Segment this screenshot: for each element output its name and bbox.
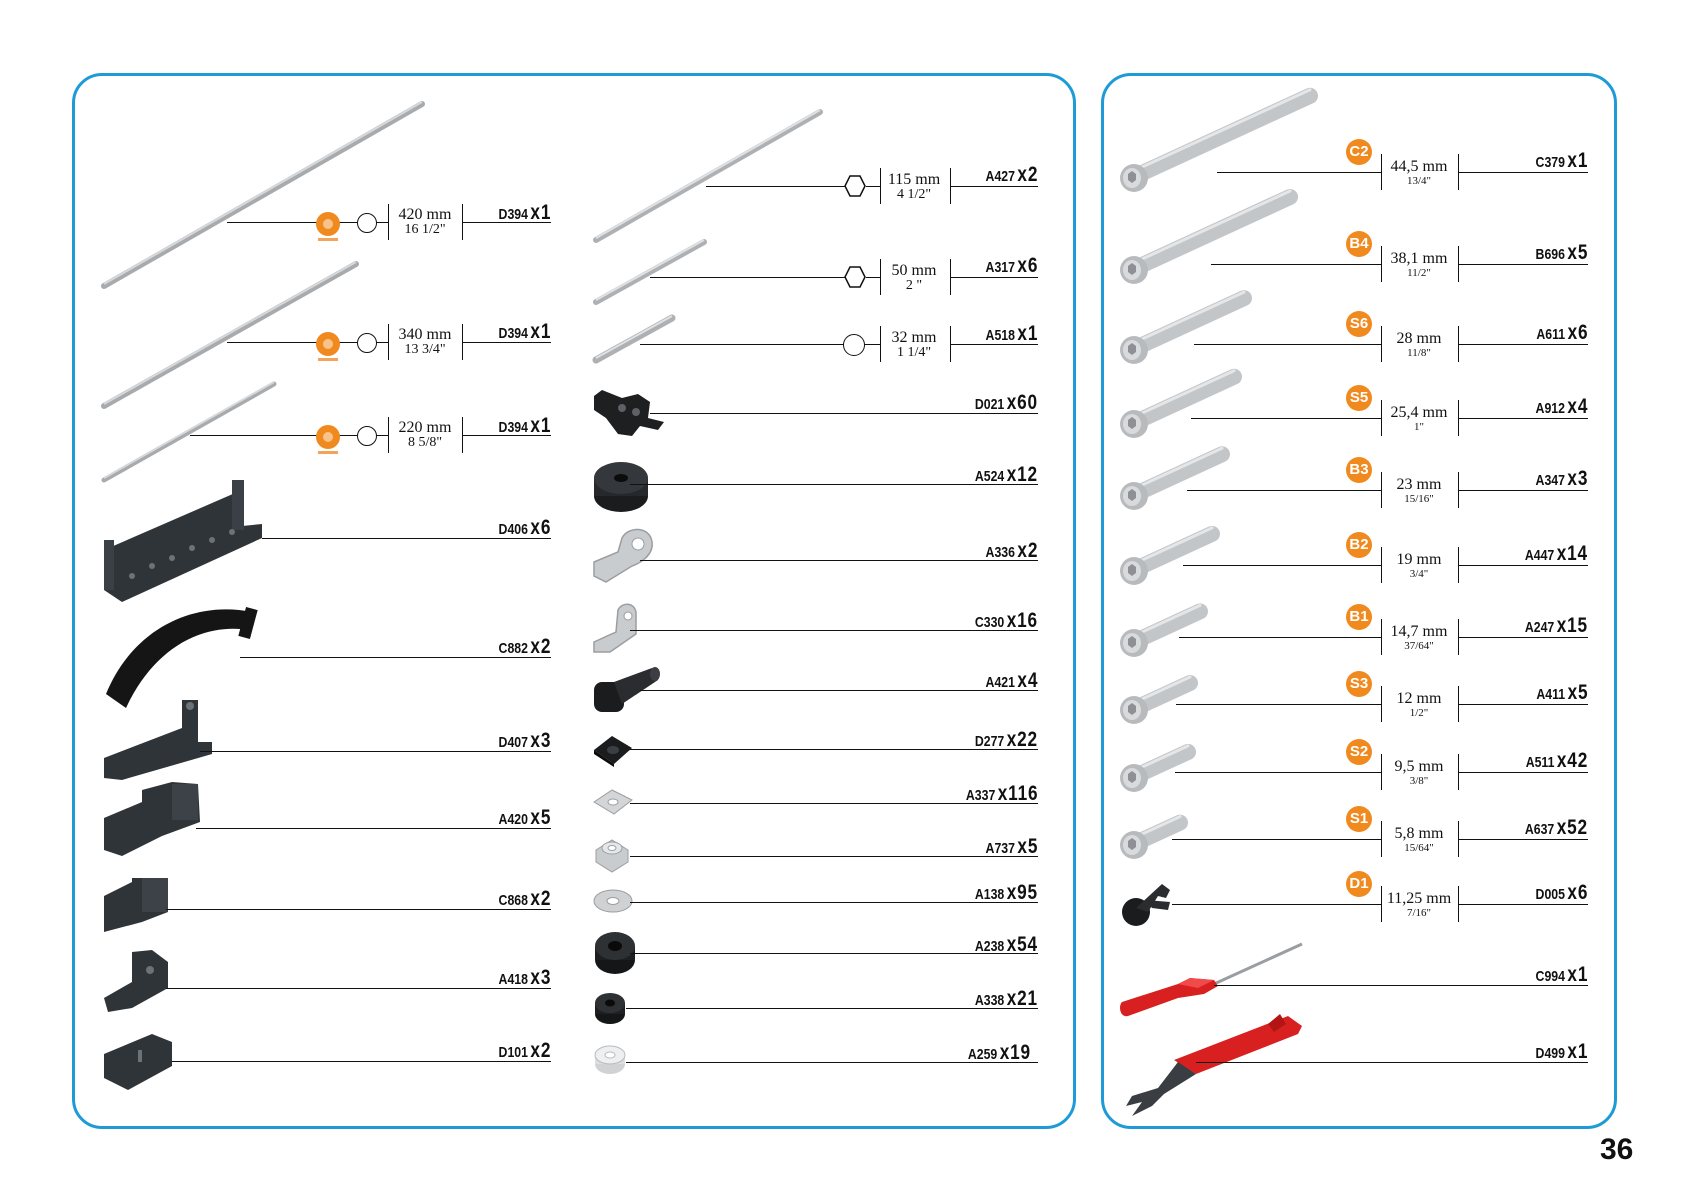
- screw-size-badge: S6: [1346, 311, 1372, 337]
- part-code: C994 x1: [1535, 963, 1588, 986]
- screw-size-badge: B1: [1346, 604, 1372, 630]
- part-code: A737 x5: [985, 835, 1038, 858]
- sizing-icon: [312, 421, 344, 457]
- washer-image: [592, 888, 634, 914]
- part-code: D394 x1: [498, 414, 551, 437]
- part-code: A511 x42: [1525, 749, 1588, 772]
- rod-end-icon: [357, 333, 377, 353]
- screw-size-badge: S3: [1346, 671, 1372, 697]
- curved-strip-image: [102, 600, 262, 712]
- axle-measurement: 32 mm 1 1/4": [891, 329, 937, 360]
- part-code: C379 x1: [1535, 149, 1588, 172]
- axle-image: [592, 314, 678, 366]
- screw-measurement: 9,5 mm 3/8": [1394, 758, 1444, 787]
- screwdriver-image: [1118, 940, 1308, 1020]
- part-code: A336 x2: [985, 539, 1038, 562]
- arm-bracket-image: [102, 698, 214, 782]
- part-code: D277 x22: [974, 728, 1038, 751]
- part-code: D407 x3: [498, 729, 551, 752]
- part-code: D394 x1: [498, 320, 551, 343]
- perforated-bracket-image: [102, 480, 264, 606]
- rod-image: [100, 380, 280, 486]
- screw-measurement: 44,5 mm 13/4": [1390, 158, 1448, 187]
- axle-end-icon: [843, 334, 865, 356]
- part-code: A912 x4: [1535, 395, 1588, 418]
- part-code: D021 x60: [974, 391, 1038, 414]
- screw-image: [1118, 732, 1206, 802]
- rod-end-icon: [357, 426, 377, 446]
- screw-size-badge: B4: [1346, 231, 1372, 257]
- screw-image: [1118, 450, 1240, 520]
- axle-measurement: 115 mm 4 1/2": [887, 171, 941, 202]
- sizing-icon: [312, 208, 344, 244]
- screw-measurement: 5,8 mm 15/64": [1394, 825, 1444, 854]
- axle-measurement: 50 mm 2 ": [891, 262, 937, 293]
- screw-measurement: 19 mm 3/4": [1396, 551, 1442, 580]
- wrench-tool-image: [1118, 1010, 1304, 1118]
- part-code: A338 x21: [974, 987, 1038, 1010]
- part-code: C868 x2: [498, 887, 551, 910]
- screw-measurement: 12 mm 1/2": [1396, 690, 1442, 719]
- axle-image: [592, 108, 828, 246]
- part-code: A138 x95: [974, 881, 1038, 904]
- part-code: D394 x1: [498, 201, 551, 224]
- channel-plate-image: [102, 1032, 174, 1094]
- screw-measurement: 23 mm 15/16": [1396, 476, 1442, 505]
- push-rivet-image: [1118, 878, 1174, 934]
- rod-measurement: 420 mm 16 1/2": [398, 206, 452, 237]
- screw-image: [1118, 597, 1218, 667]
- screw-size-badge: B3: [1346, 457, 1372, 483]
- part-code: A247 x15: [1524, 614, 1588, 637]
- connector-clip-image: [592, 388, 668, 440]
- hex-end-icon: [844, 175, 866, 197]
- part-code: A259 x19: [967, 1041, 1031, 1064]
- screw-size-badge: S2: [1346, 739, 1372, 765]
- screw-size-badge: S1: [1346, 806, 1372, 832]
- screw-image: [1118, 378, 1252, 448]
- block-image: [102, 876, 170, 934]
- sizing-icon: [312, 328, 344, 364]
- part-code: C330 x16: [974, 609, 1038, 632]
- screw-image: [1118, 799, 1198, 869]
- part-code: A427 x2: [985, 163, 1038, 186]
- angle-bracket-image: [102, 948, 172, 1014]
- part-code: A637 x52: [1524, 816, 1588, 839]
- part-code: D101 x2: [498, 1039, 551, 1062]
- small-spacer-image: [592, 990, 628, 1026]
- part-code: A238 x54: [974, 933, 1038, 956]
- part-code: A447 x14: [1524, 542, 1588, 565]
- screw-size-badge: D1: [1346, 871, 1372, 897]
- part-code: A317 x6: [985, 254, 1038, 277]
- part-code: D406 x6: [498, 516, 551, 539]
- screw-size-badge: B2: [1346, 532, 1372, 558]
- part-code: A418 x3: [498, 966, 551, 989]
- screw-image: [1118, 304, 1262, 374]
- double-block-image: [102, 780, 204, 860]
- part-code: C882 x2: [498, 635, 551, 658]
- flat-bracket-image: [592, 526, 656, 586]
- part-code: A420 x5: [498, 806, 551, 829]
- screw-image: [1118, 664, 1208, 734]
- part-code: A421 x4: [985, 669, 1038, 692]
- part-code: A411 x5: [1536, 681, 1588, 704]
- screw-measurement: 28 mm 11/8": [1396, 330, 1442, 359]
- part-code: A337 x116: [965, 782, 1038, 805]
- screw-size-badge: S5: [1346, 385, 1372, 411]
- screw-image: [1118, 224, 1308, 294]
- rod-measurement: 340 mm 13 3/4": [398, 326, 452, 357]
- screw-image: [1118, 132, 1328, 202]
- part-code: D005 x6: [1535, 881, 1588, 904]
- screw-measurement: 11,25 mm 7/16": [1386, 890, 1452, 919]
- part-code: A611 x6: [1536, 321, 1588, 344]
- screw-measurement: 38,1 mm 11/2": [1390, 250, 1448, 279]
- axle-image: [592, 238, 712, 308]
- square-nut-black-image: [592, 734, 634, 768]
- page-number: 36: [1600, 1133, 1634, 1166]
- lock-nut-image: [592, 834, 632, 874]
- screw-measurement: 14,7 mm 37/64": [1390, 623, 1448, 652]
- hex-end-icon: [844, 266, 866, 288]
- square-nut-image: [592, 788, 634, 818]
- pulley-wheel-image: [592, 458, 650, 516]
- part-code: D499 x1: [1535, 1040, 1588, 1063]
- screw-image: [1118, 525, 1230, 595]
- screw-measurement: 25,4 mm 1": [1390, 404, 1448, 433]
- rod-end-icon: [357, 213, 377, 233]
- part-code: B696 x5: [1535, 241, 1588, 264]
- part-code: A518 x1: [985, 322, 1038, 345]
- screw-size-badge: C2: [1346, 139, 1372, 165]
- part-code: A524 x12: [974, 463, 1038, 486]
- bushing-image: [592, 1044, 628, 1076]
- rod-measurement: 220 mm 8 5/8": [398, 419, 452, 450]
- part-code: A347 x3: [1535, 467, 1588, 490]
